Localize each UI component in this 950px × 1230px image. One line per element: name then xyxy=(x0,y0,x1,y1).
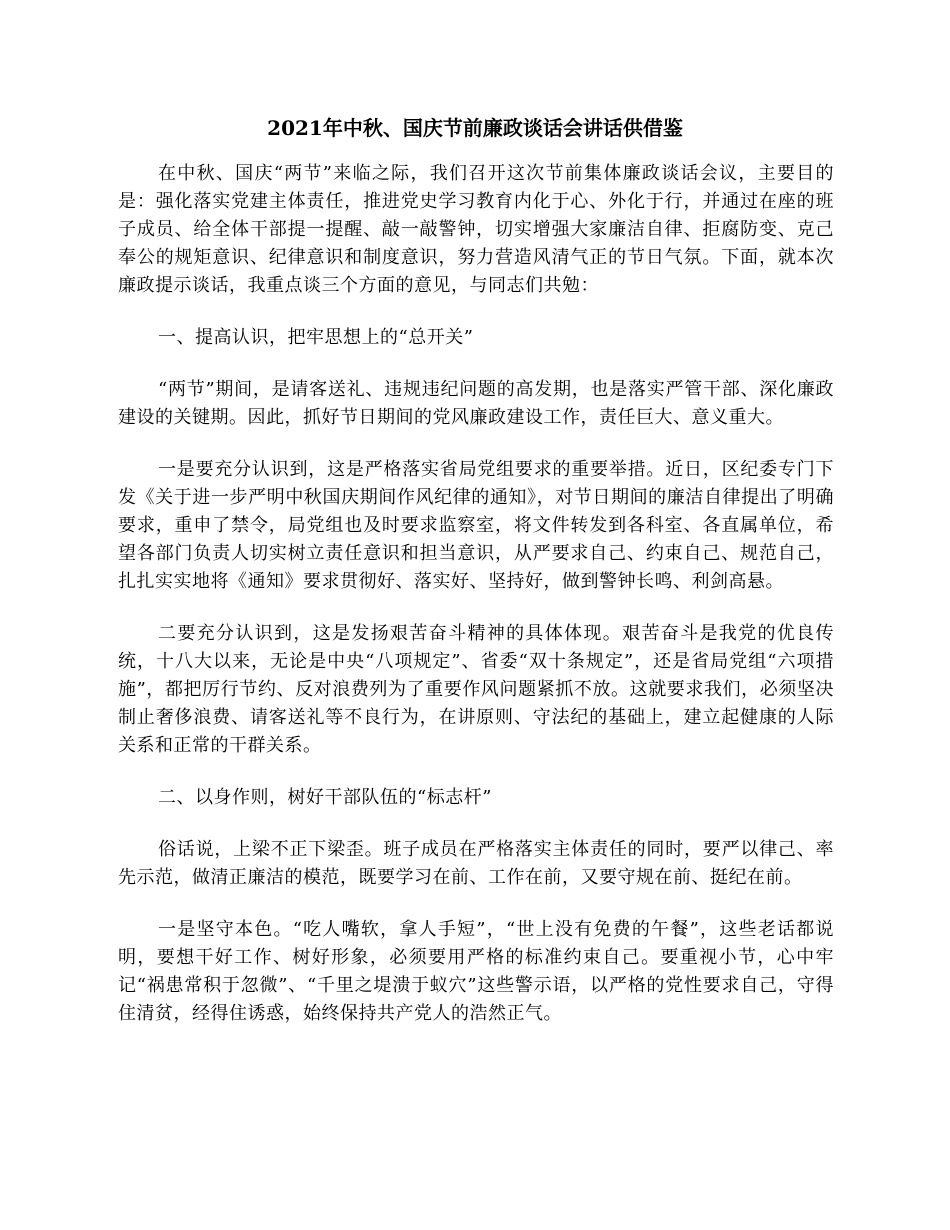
section-heading-1: 一、提高认识，把牢思想上的“总开关” xyxy=(158,327,474,348)
body-paragraph: 一是坚守本色。“吃人嘴软，拿人手短”，“世上没有免费的午餐”，这些老话都说明，要想干好工作、树好形象，必须要用严格的标准约束自己。要重视小节，心中牢记“祸患常积于忽微”、“千里之堤溃于蚁穴”这些警示语，以严格的党性要求自己，守得住清贫，经得住诱惑，始终保持共产党人的浩然正气。 xyxy=(118,919,834,1024)
body-paragraph: 一是要充分认识到，这是严格落实省局党组要求的重要举措。近日，区纪委专门下发《关于进一步严明中秋国庆期间作风纪律的通知》，对节日期间的廉洁自律提出了明确要求，重申了禁令，局党组也及时要求监察室，将文件转发到各科室、各直属单位，希望各部门负责人切实树立责任意识和担当意识，从严要求自己、约束自己、规范自己，扎扎实实地将《通知》要求贯彻好、落实好、坚持好，做到警钟长鸣、利剑高悬。 xyxy=(118,459,834,592)
section-heading-2: 二、以身作则，树好干部队伍的“标志杆” xyxy=(158,787,492,808)
intro-paragraph: 在中秋、国庆“两节”来临之际，我们召开这次节前集体廉政谈话会议，主要目的是：强化落实党建主体责任，推进党史学习教育内化于心、外化于行，并通过在座的班子成员、给全体干部提一提醒、敲一敲警钟，切实增强大家廉洁自律、拒腐防变、克己奉公的规矩意识、纪律意识和制度意识，努力营造风清气正的节日气氛。下面，就本次廉政提示谈话，我重点谈三个方面的意见，与同志们共勉： xyxy=(118,163,834,296)
body-paragraph: 俗话说，上梁不正下梁歪。班子成员在严格落实主体责任的同时，要严以律己、率先示范，做清正廉洁的模范，既要学习在前、工作在前，又要守规在前、挺纪在前。 xyxy=(118,839,834,888)
document-body xyxy=(118,160,834,1028)
body-paragraph: “两节”期间，是请客送礼、违规违纪问题的高发期，也是落实严管干部、深化廉政建设的关键期。因此，抓好节日期间的党风廉政建设工作，责任巨大、意义重大。 xyxy=(118,379,834,428)
body-paragraph: 二要充分认识到，这是发扬艰苦奋斗精神的具体体现。艰苦奋斗是我党的优良传统，十八大以来，无论是中央“八项规定”、省委“双十条规定”，还是省局党组“六项措施”，都把厉行节约、反对浪费列为了重要作风问题紧抓不放。这就要求我们，必须坚决制止奢侈浪费、请客送礼等不良行为，在讲原则、守法纪的基础上，建立起健康的人际关系和正常的干群关系。 xyxy=(118,623,834,756)
document-title: 2021年中秋、国庆节前廉政谈话会讲话供借鉴 xyxy=(267,116,683,140)
